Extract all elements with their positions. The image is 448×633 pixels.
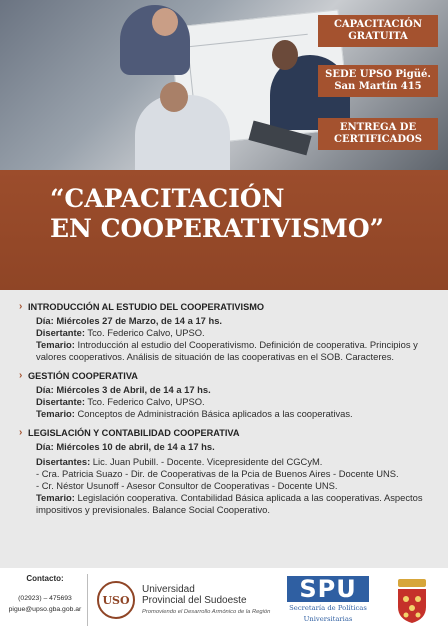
spu-logo-mark: SPU	[287, 576, 369, 602]
header-photo	[0, 0, 448, 170]
syllabus-value: Legislación cooperativa. Contabilidad Básica aplicada a las cooperativas. Aspectos impositivos y previsionales. Balance Social Cooperativo.	[36, 492, 423, 515]
upso-name-line-2: Provincial del Sudoeste	[142, 595, 247, 606]
provincial-coat-of-arms-icon	[394, 577, 430, 625]
title-banner	[0, 170, 448, 290]
speaker-value: Lic. Juan Pubill. - Docente. Vicepresidente del CGCyM.	[90, 456, 323, 467]
section-date: Día: Miércoles 27 de Marzo, de 14 a 17 hs.	[36, 315, 223, 326]
syllabus-value: Introducción al estudio del Cooperativismo. Definición de cooperativa. Principios y valores cooperativos. Análisis de situación de las cooperativas en el SOB. Caracteres.	[36, 339, 418, 362]
spu-line-2: Universitarias	[303, 615, 353, 623]
contact-block	[6, 574, 84, 615]
upso-seal-logo: USO	[97, 581, 135, 619]
spu-line-1: Secretaría de Políticas	[289, 604, 367, 612]
section-date: Día: Miércoles 3 de Abril, de 14 a 17 hs.	[36, 384, 211, 395]
section-syllabus	[28, 492, 434, 516]
spu-logo	[287, 576, 369, 626]
speaker-value: Tco. Federico Calvo, UPSO.	[84, 327, 205, 338]
tag-free-training: CAPACITACIÓN GRATUITA	[318, 15, 438, 47]
contact-email[interactable]: pigue@upso.gba.gob.ar	[8, 606, 82, 613]
tag-location: SEDE UPSO Pigüé. San Martín 415	[318, 65, 438, 97]
section-introduccion	[19, 301, 434, 363]
section-heading-text: GESTIÓN COOPERATIVA	[28, 371, 138, 381]
page-title	[50, 184, 420, 244]
syllabus-value: Conceptos de Administración Básica aplicados a las cooperativas.	[74, 408, 353, 419]
speaker-value: Tco. Federico Calvo, UPSO.	[84, 396, 205, 407]
title-line-2: EN COOPERATIVISMO”	[50, 214, 384, 243]
section-heading-text: LEGISLACIÓN Y CONTABILIDAD COOPERATIVA	[28, 428, 240, 438]
upso-tagline: Promoviendo el Desarrollo Armónico de la Región	[142, 609, 271, 615]
person-head	[272, 40, 298, 70]
chevron-right-icon: ›	[19, 370, 23, 381]
section-syllabus	[28, 408, 434, 420]
speaker-label: Disertantes:	[36, 456, 91, 467]
person-head	[152, 8, 178, 36]
section-heading	[19, 301, 434, 312]
footer-divider	[87, 574, 88, 626]
speaker-label: Disertante:	[36, 327, 85, 338]
chevron-right-icon: ›	[19, 427, 23, 438]
syllabus-label: Temario:	[36, 339, 75, 350]
section-speaker	[28, 456, 434, 468]
section-speaker	[28, 327, 434, 339]
section-speaker	[28, 396, 434, 408]
section-syllabus	[28, 339, 434, 363]
syllabus-label: Temario:	[36, 408, 75, 419]
upso-logo-text	[142, 584, 282, 616]
section-gestion	[19, 370, 434, 420]
section-heading-text: INTRODUCCIÓN AL ESTUDIO DEL COOPERATIVISMO	[28, 302, 264, 312]
section-heading	[19, 427, 434, 438]
section-legislacion	[19, 427, 434, 516]
speaker-label: Disertante:	[36, 396, 85, 407]
program-content	[0, 290, 448, 568]
contact-title: Contacto:	[26, 574, 64, 583]
footer	[0, 568, 448, 633]
title-line-1: “CAPACITACIÓN	[50, 184, 285, 213]
section-heading	[19, 370, 434, 381]
section-date: Día: Miércoles 10 de abril, de 14 a 17 hs.	[36, 441, 215, 452]
contact-phone: (02923) – 475693	[18, 595, 72, 602]
speaker-extra: - Cra. Patricia Suazo - Dir. de Cooperativas de la Pcia de Buenos Aires - Docente UNS.	[36, 468, 399, 479]
tag-certificates: ENTREGA DE CERTIFICADOS	[318, 118, 438, 150]
upso-name-line-1: Universidad	[142, 584, 195, 595]
chevron-right-icon: ›	[19, 301, 23, 312]
speaker-extra: - Cr. Néstor Usunoff - Asesor Consultor de Cooperativas - Docente UNS.	[36, 480, 338, 491]
syllabus-label: Temario:	[36, 492, 75, 503]
person-head	[160, 82, 188, 112]
